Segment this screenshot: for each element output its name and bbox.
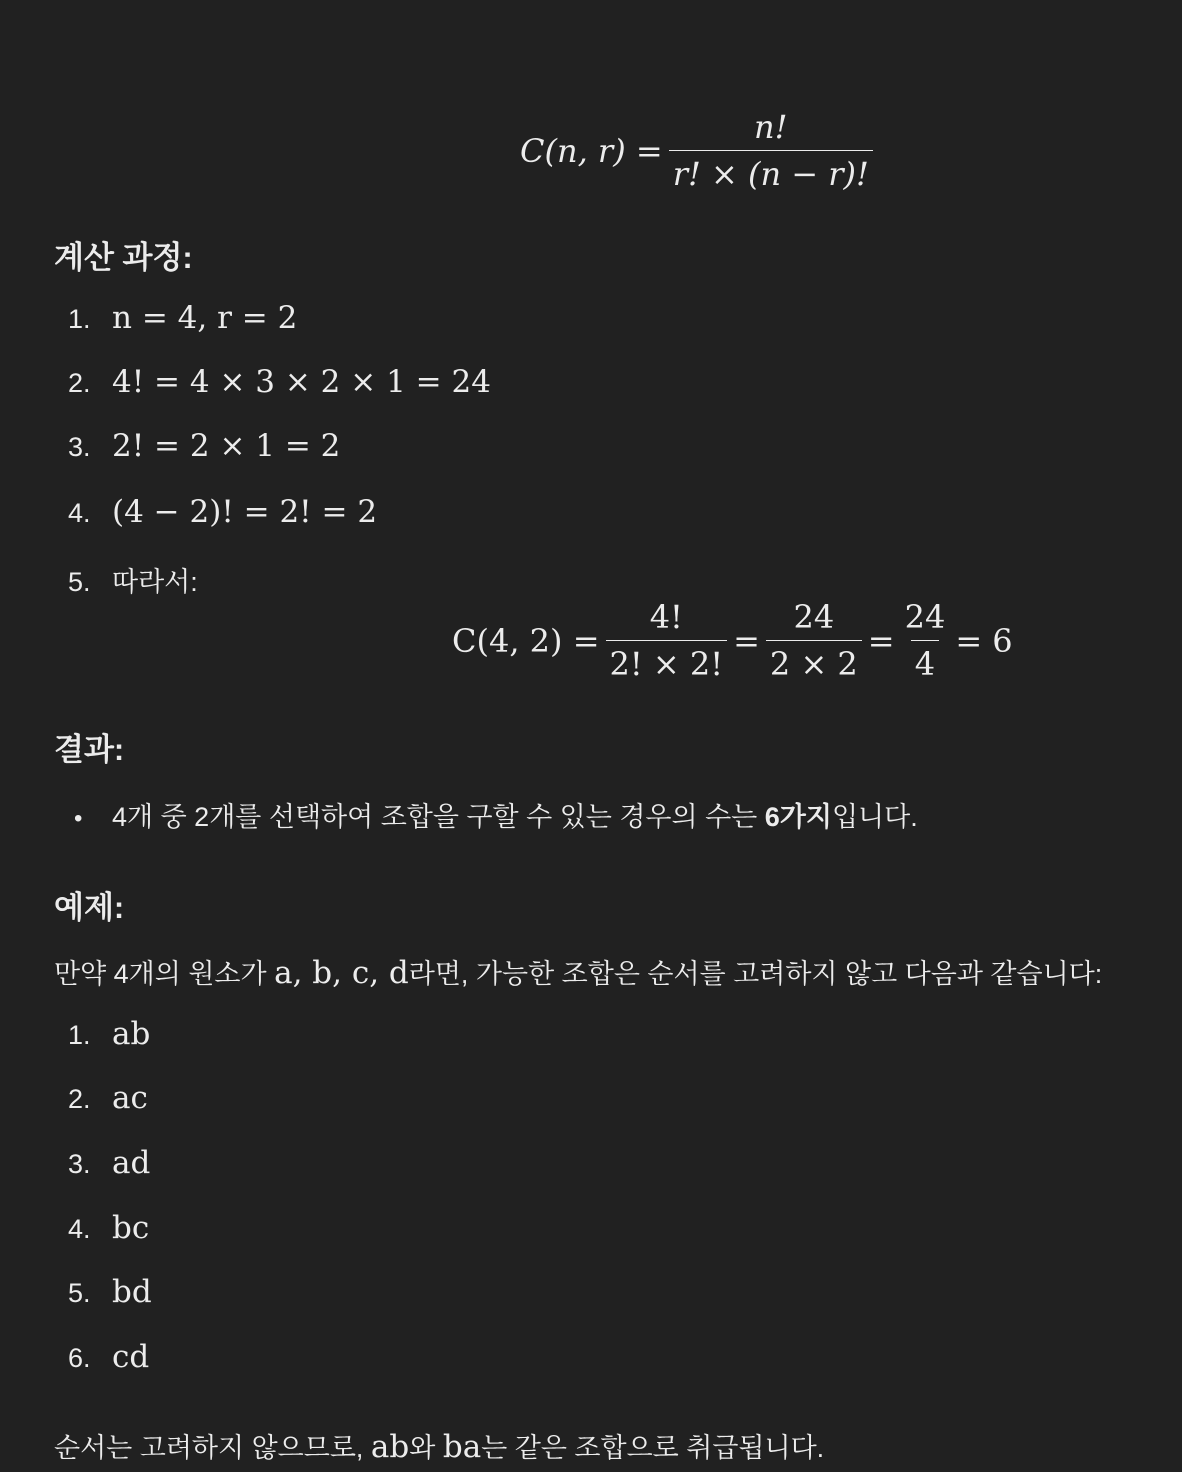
list-item: 6. cd bbox=[68, 1339, 150, 1375]
bullet-item bbox=[74, 795, 918, 834]
formula-fraction bbox=[669, 108, 873, 193]
example-intro: 만약 4개의 원소가 a, b, c, d라면, 가능한 조합은 순서를 고려하지 않고 다음과 같습니다: bbox=[54, 955, 1103, 991]
section-title-example: 예제: bbox=[54, 890, 125, 925]
result-fraction-3: $\frac{24}{4}$ bbox=[904, 598, 946, 683]
list-item: 1. n = 4, r = 2 bbox=[68, 300, 298, 336]
example-closing: 순서는 고려하지 않으므로, ab와 ba는 같은 조합으로 취급됩니다. bbox=[54, 1429, 825, 1465]
list-item: 3. ad bbox=[68, 1145, 151, 1181]
result-fraction-1: $\frac{4!}{2! \times 2!}$ bbox=[606, 598, 728, 683]
formula-lhs: C(n, r) = bbox=[520, 131, 663, 170]
bullet-dot: • bbox=[74, 805, 83, 832]
list-item: 3. 2! = 2 × 1 = 2 bbox=[68, 428, 341, 464]
formula-numerator: n! bbox=[754, 108, 788, 146]
list-item: 5. bd bbox=[68, 1274, 152, 1310]
result-fraction-2: $\frac{24}{2 \times 2}$ bbox=[766, 598, 862, 683]
result-formula: C(4, 2) = $\frac{4!}{2! \times 2!}$ = $\frac{24}{2 \times 2}$ = $\frac{24}{4}$ = 6 bbox=[452, 598, 1013, 683]
list-item: 4. bc bbox=[68, 1210, 150, 1246]
list-item: 4. (4 − 2)! = 2! = 2 bbox=[68, 494, 378, 530]
list-item: 1. ab bbox=[68, 1016, 151, 1052]
section-title-calculation: 계산 과정: bbox=[54, 240, 193, 275]
list-item: 5. 따라서: bbox=[68, 567, 198, 597]
result-lhs: C(4, 2) = bbox=[452, 621, 600, 660]
combination-formula bbox=[520, 108, 879, 193]
bullet-text: 4개 중 2개를 선택하여 조합을 구할 수 있는 경우의 수는 6가지입니다. bbox=[112, 802, 918, 832]
list-item: 2. 4! = 4 × 3 × 2 × 1 = 24 bbox=[68, 364, 491, 400]
list-item: 2. ac bbox=[68, 1080, 148, 1116]
formula-denominator: r! × (n − r)! bbox=[669, 150, 873, 193]
section-title-result: 결과: bbox=[54, 732, 125, 767]
